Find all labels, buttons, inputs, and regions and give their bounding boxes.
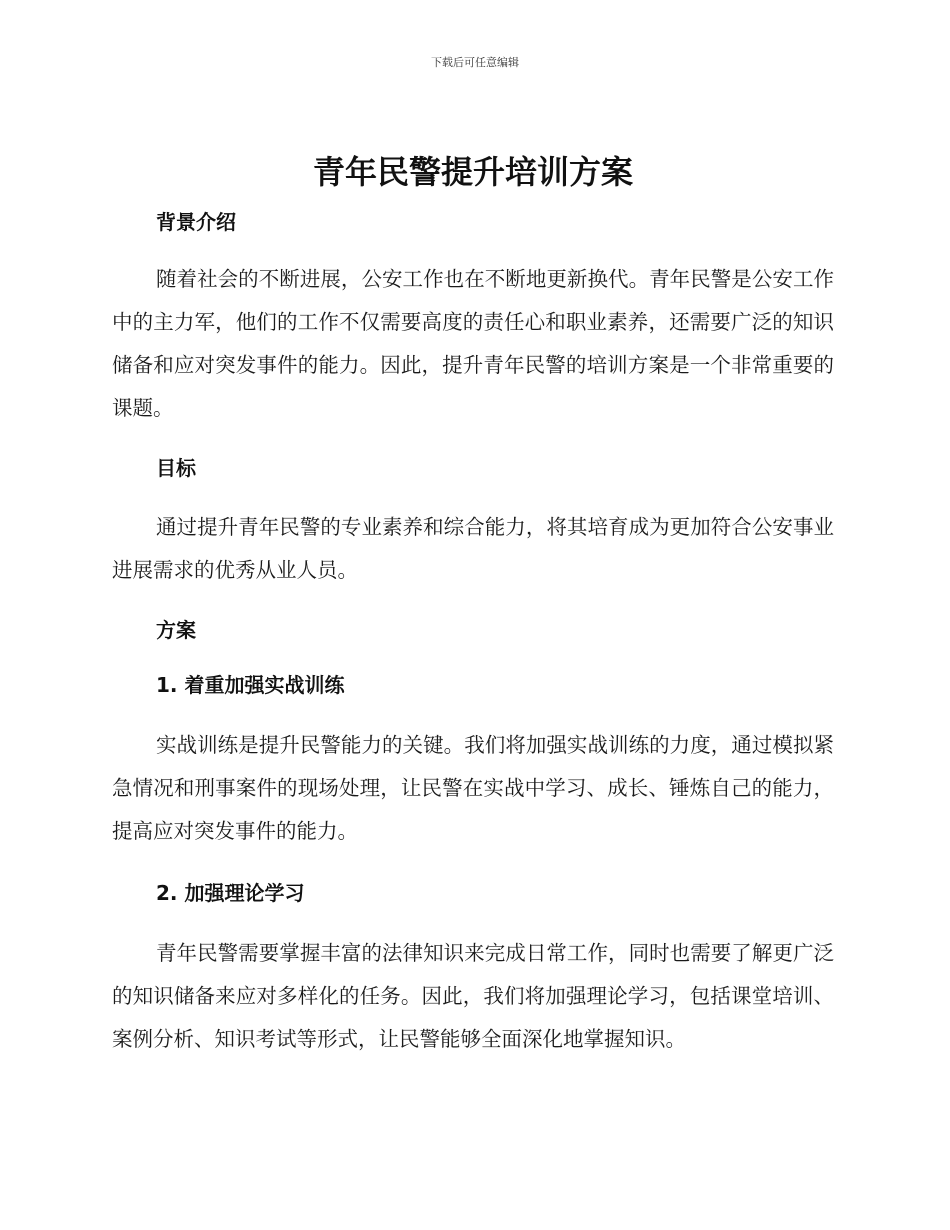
section-2-paragraph: 青年民警需要掌握丰富的法律知识来完成日常工作，同时也需要了解更广泛的知识储备来应对多样化的任务。因此，我们将加强理论学习，包括课堂培训、案例分析、知识考试等形式，让民警能够全面深化地掌握知识。 xyxy=(112,941,834,1051)
background-heading: 背景介绍 xyxy=(156,210,236,234)
plan-heading: 方案 xyxy=(156,618,196,642)
section-1-paragraph: 实战训练是提升民警能力的关键。我们将加强实战训练的力度，通过模拟紧急情况和刑事案件的现场处理，让民警在实战中学习、成长、锤炼自己的能力，提高应对突发事件的能力。 xyxy=(112,733,834,843)
goal-paragraph: 通过提升青年民警的专业素养和综合能力，将其培育成为更加符合公安事业进展需求的优秀从业人员。 xyxy=(112,515,834,582)
section-2-heading: 2. 加强理论学习 xyxy=(156,881,305,905)
page-header-note: 下载后可任意编辑 xyxy=(431,56,519,69)
document-body xyxy=(112,148,834,1061)
section-1-heading: 1. 着重加强实战训练 xyxy=(156,673,345,697)
document-title: 青年民警提升培训方案 xyxy=(312,153,633,191)
goal-heading: 目标 xyxy=(156,456,196,480)
background-paragraph: 随着社会的不断进展，公安工作也在不断地更新换代。青年民警是公安工作中的主力军，他们的工作不仅需要高度的责任心和职业素养，还需要广泛的知识储备和应对突发事件的能力。因此，提升青年民警的培训方案是一个非常重要的课题。 xyxy=(112,267,834,420)
